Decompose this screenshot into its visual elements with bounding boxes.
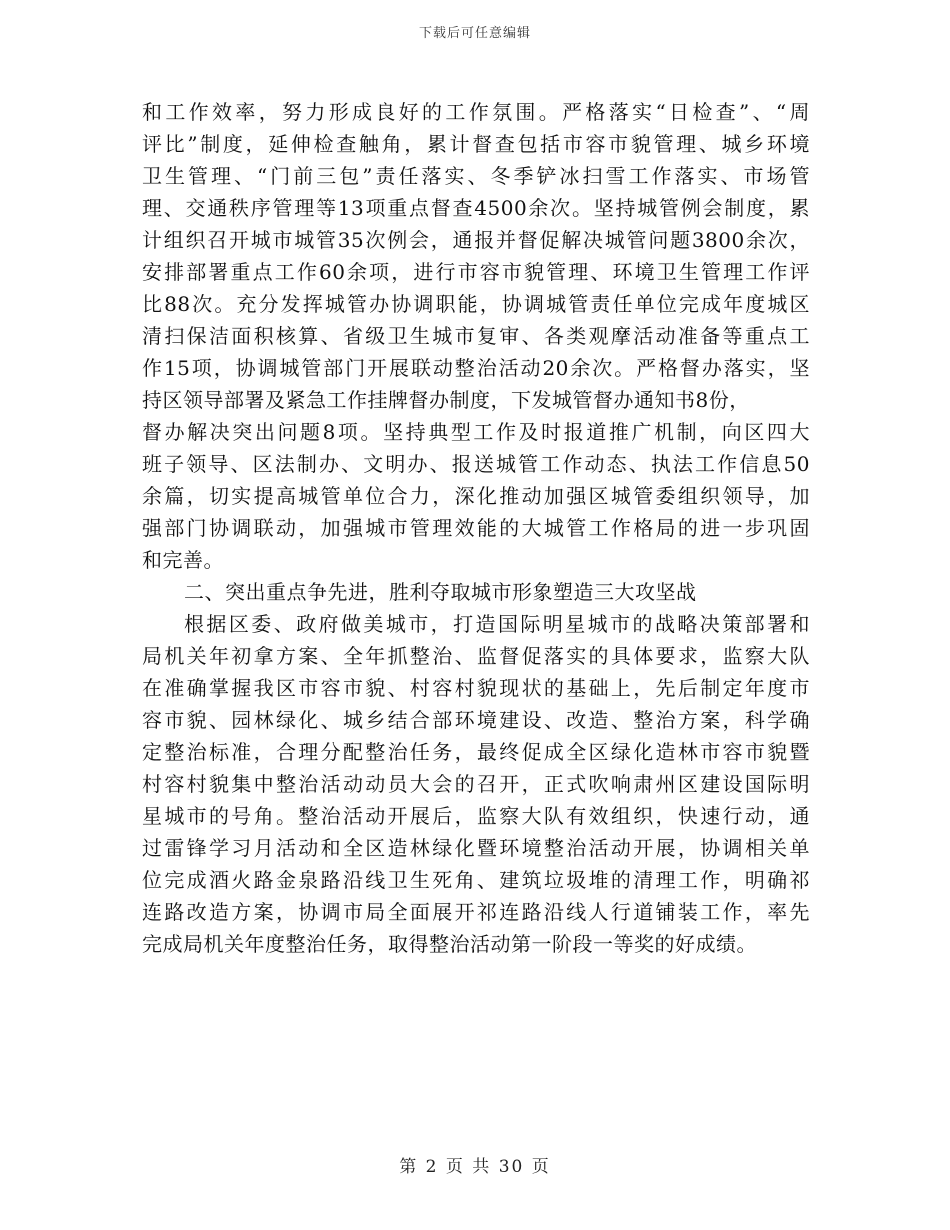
text-line: 清扫保洁面积核算、省级卫生城市复审、各类观摩活动准备等重点工 (142, 324, 810, 348)
text-line: 连路改造方案，协调市局全面展开祁连路沿线人行道铺装工作，率先 (142, 900, 810, 924)
text-line: 和完善。 (142, 548, 224, 572)
text-line: 过雷锋学习月活动和全区造林绿化暨环境整治活动开展，协调相关单 (142, 836, 810, 860)
section-heading: 二、突出重点争先进，胜利夺取城市形象塑造三大攻坚战 (184, 580, 697, 604)
text-line: 位完成酒火路金泉路沿线卫生死角、建筑垃圾堆的清理工作，明确祁 (142, 868, 810, 892)
text-line: 持区领导部署及紧急工作挂牌督办制度，下发城管督办通知书8份， (142, 388, 750, 412)
text-line: 局机关年初拿方案、全年抓整治、监督促落实的具体要求，监察大队 (142, 644, 810, 668)
paragraph (142, 608, 810, 960)
text-line: 定整治标准，合理分配整治任务，最终促成全区绿化造林市容市貌暨 (142, 740, 810, 764)
text-line: 和工作效率，努力形成良好的工作氛围。严格落实“日检查”、“周 (142, 100, 810, 124)
text-line: 卫生管理、“门前三包”责任落实、冬季铲冰扫雪工作落实、市场管 (142, 164, 810, 188)
text-line: 村容村貌集中整治活动动员大会的召开，正式吹响肃州区建设国际明 (142, 772, 810, 796)
paragraph (142, 96, 810, 576)
text-line: 容市貌、园林绿化、城乡结合部环境建设、改造、整治方案，科学确 (142, 708, 810, 732)
text-line: 督办解决突出问题8项。坚持典型工作及时报道推广机制，向区四大 (142, 420, 810, 444)
text-line: 作15项，协调城管部门开展联动整治活动20余次。严格督办落实，坚 (142, 356, 810, 380)
text-line: 评比”制度，延伸检查触角，累计督查包括市容市貌管理、城乡环境 (142, 132, 810, 156)
text-line: 班子领导、区法制办、文明办、报送城管工作动态、执法工作信息50 (142, 452, 810, 476)
text-line: 在准确掌握我区市容市貌、村容村貌现状的基础上，先后制定年度市 (142, 676, 810, 700)
text-line: 安排部署重点工作60余项，进行市容市貌管理、环境卫生管理工作评 (142, 260, 810, 284)
text-line: 强部门协调联动，加强城市管理效能的大城管工作格局的进一步巩固 (142, 516, 810, 540)
text-line: 比88次。充分发挥城管办协调职能，协调城管责任单位完成年度城区 (142, 292, 810, 316)
text-line: 完成局机关年度整治任务，取得整治活动第一阶段一等奖的好成绩。 (142, 932, 757, 956)
text-line: 根据区委、政府做美城市，打造国际明星城市的战略决策部署和 (184, 612, 810, 636)
text-line: 理、交通秩序管理等13项重点督查4500余次。坚持城管例会制度，累 (142, 196, 810, 220)
page-number-footer: 第 2 页 共 30 页 (399, 1157, 551, 1177)
text-line: 星城市的号角。整治活动开展后，监察大队有效组织，快速行动，通 (142, 804, 810, 828)
document-body (142, 96, 810, 960)
text-line: 计组织召开城市城管35次例会，通报并督促解决城管问题3800余次， (142, 228, 810, 252)
page-header: 下载后可任意编辑 (418, 26, 531, 41)
text-line: 余篇，切实提高城管单位合力，深化推动加强区城管委组织领导，加 (142, 484, 810, 508)
